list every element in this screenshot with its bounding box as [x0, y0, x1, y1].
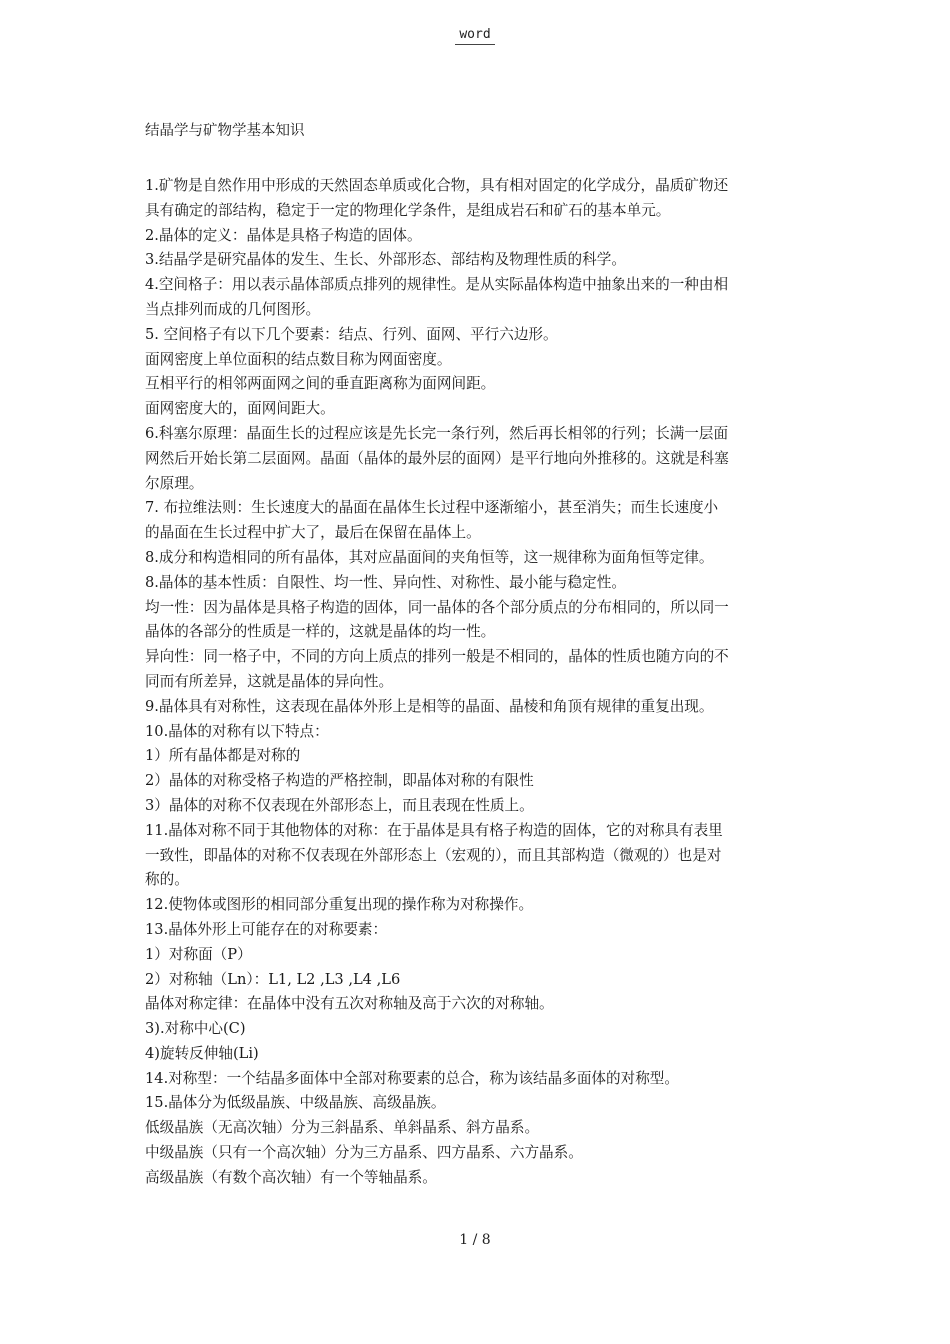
text-line: 9.晶体具有对称性，这表现在晶体外形上是相等的晶面、晶棱和角顶有规律的重复出现。: [145, 697, 714, 715]
text-line: 的晶面在生长过程中扩大了，最后在保留在晶体上。: [145, 524, 481, 542]
text-line: 4.空间格子：用以表示晶体部质点排列的规律性。是从实际晶体构造中抽象出来的一种由相: [145, 276, 729, 294]
text-line: 晶体对称定律：在晶体中没有五次对称轴及高于六次的对称轴。: [145, 995, 554, 1013]
text-line: 当点排列而成的几何图形。: [145, 300, 321, 318]
text-line: 2）对称轴（Ln）：L1, L2 ,L3 ,L4 ,L6: [145, 970, 401, 988]
text-line: 10.晶体的对称有以下特点：: [145, 722, 329, 740]
text-line: 晶体的各部分的性质是一样的，这就是晶体的均一性。: [145, 623, 496, 641]
header-label: word: [455, 27, 494, 45]
text-line: 2）晶体的对称受格子构造的严格控制，即晶体对称的有限性: [145, 772, 534, 790]
document-body: [145, 174, 815, 1191]
document-title: 结晶学与矿物学基本知识: [145, 123, 305, 139]
text-line: 5. 空间格子有以下几个要素：结点、行列、面网、平行六边形。: [145, 325, 558, 343]
text-line: 7. 布拉维法则：生长速度大的晶面在晶体生长过程中逐渐缩小，甚至消失；而生长速度小: [145, 499, 719, 517]
text-line: 3）晶体的对称不仅表现在外部形态上，而且表现在性质上。: [145, 796, 534, 814]
text-line: 尔原理。: [145, 474, 204, 492]
text-line: 8.成分和构造相同的所有晶体，其对应晶面间的夹角恒等，这一规律称为面角恒等定律。: [145, 548, 714, 566]
text-line: 高级晶族（有数个高次轴）有一个等轴晶系。: [145, 1168, 437, 1186]
text-line: 8.晶体的基本性质：自限性、均一性、异向性、对称性、最小能与稳定性。: [145, 573, 626, 591]
text-line: 具有确定的部结构，稳定于一定的物理化学条件，是组成岩石和矿石的基本单元。: [145, 201, 671, 219]
text-line: 异向性：同一格子中，不同的方向上质点的排列一般是不相同的，晶体的性质也随方向的不: [145, 648, 729, 666]
text-line: 称的。: [145, 871, 189, 889]
text-line: 低级晶族（无高次轴）分为三斜晶系、单斜晶系、斜方晶系。: [145, 1119, 540, 1137]
text-line: 13.晶体外形上可能存在的对称要素：: [145, 920, 388, 938]
text-line: 面网密度上单位面积的结点数目称为网面密度。: [145, 350, 452, 368]
text-line: 2.晶体的定义：晶体是具格子构造的固体。: [145, 226, 422, 244]
text-line: 12.使物体或图形的相同部分重复出现的操作称为对称操作。: [145, 896, 534, 914]
text-line: 4)旋转反伸轴(Li): [145, 1044, 259, 1062]
text-line: 一致性，即晶体的对称不仅表现在外部形态上（宏观的），而且其部构造（微观的）也是对: [145, 846, 722, 864]
text-line: 1）所有晶体都是对称的: [145, 747, 301, 765]
text-line: 15.晶体分为低级晶族、中级晶族、高级晶族。: [145, 1094, 446, 1112]
text-line: 14.对称型：一个结晶多面体中全部对称要素的总合，称为该结晶多面体的对称型。: [145, 1069, 679, 1087]
text-line: 互相平行的相邻两面网之间的垂直距离称为面网间距。: [145, 375, 496, 393]
text-line: 11.晶体对称不同于其他物体的对称：在于晶体是具有格子构造的固体，它的对称具有表里: [145, 821, 723, 839]
page-number: 1 / 8: [459, 1232, 491, 1248]
text-line: 面网密度大的，面网间距大。: [145, 400, 335, 418]
text-line: 网然后开始长第二层面网。晶面（晶体的最外层的面网）是平行地向外推移的。这就是科塞: [145, 449, 729, 467]
text-line: 同而有所差异，这就是晶体的异向性。: [145, 672, 394, 690]
text-line: 中级晶族（只有一个高次轴）分为三方晶系、四方晶系、六方晶系。: [145, 1144, 583, 1162]
text-line: 6.科塞尔原理：晶面生长的过程应该是先长完一条行列，然后再长相邻的行列；长满一层面: [145, 424, 729, 442]
text-line: 3.结晶学是研究晶体的发生、生长、外部形态、部结构及物理性质的科学。: [145, 251, 626, 269]
text-line: 3).对称中心(C): [145, 1020, 246, 1038]
text-line: 1.矿物是自然作用中形成的天然固态单质或化合物，具有相对固定的化学成分，晶质矿物还: [145, 177, 729, 194]
text-line: 1）对称面（P）: [145, 945, 252, 963]
text-line: 均一性：因为晶体是具格子构造的固体，同一晶体的各个部分质点的分布相同的，所以同一: [145, 598, 729, 616]
page-header: [0, 27, 950, 45]
